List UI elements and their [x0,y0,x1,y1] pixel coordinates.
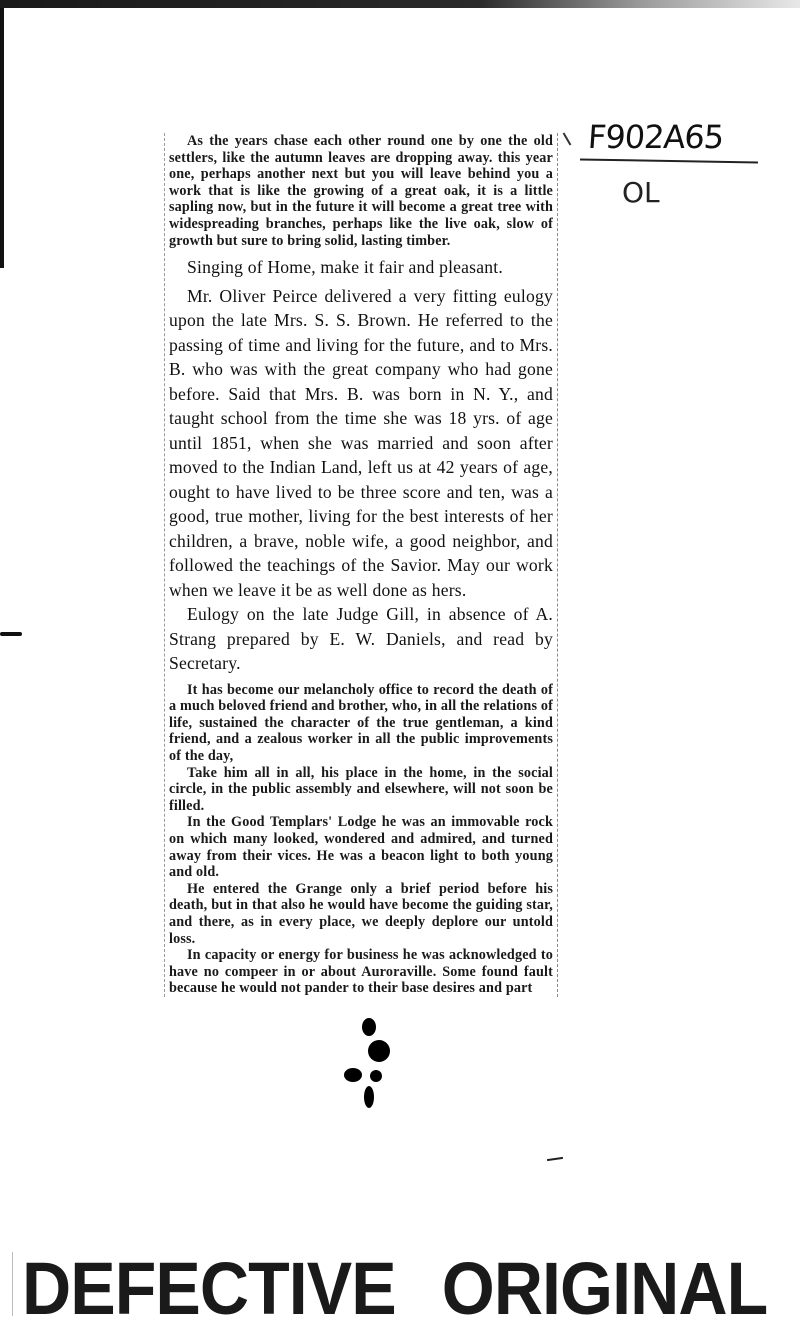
column-end-mark [547,1157,563,1161]
ink-blot [368,1040,390,1062]
paragraph-gill-3: In the Good Templars' Lodge he was an immovable rock on which many looked, wondered and admired, and turned away from their vices. He was a beacon light to both young and old. [169,814,553,881]
newspaper-column [164,133,558,997]
stamp-word-defective: DEFECTIVE [22,1247,396,1330]
handwritten-sub-mark: OL [622,176,660,209]
handwritten-underline [580,158,758,163]
paragraph-settlers: As the years chase each other round one by one the old settlers, like the autumn leaves are dropping away. this year one, perhaps another next but you will leave behind you a work that is like the growing of a great oak, it is a little sapling now, but in the future it will become a great tree with widespreading branches, perhaps like the live oak, slow of growth but sure to bring solid, lasting timber. [169,133,553,249]
paragraph-peirce-eulogy: Mr. Oliver Peirce delivered a very fitting eulogy upon the late Mrs. S. S. Brown. He referred to the passing of time and living for the future, and to Mrs. B. who was with the great company who had gone before. Said that Mrs. B. was born in N. Y., and taught school from the time she was 18 yrs. of age until 1851, when she was married and soon after moved to the Indian Land, left us at 42 years of age, ought to have lived to be three score and ten, was a good, true mother, living for the best interests of her children, a brave, noble wife, a good neighbor, and followed the teachings of the Savior. May our work when we leave it be as well done as hers. [169,285,553,600]
ink-blot [370,1070,382,1082]
paragraph-gill-2: Take him all in all, his place in the home, in the social circle, in the public assembly and elsewhere, will not soon be filled. [169,764,553,814]
stamp-word-original: ORIGINAL [441,1247,768,1330]
paragraph-gill-1: It has become our melancholy office to record the death of a much beloved friend and brother, who, in all the relations of life, sustained the character of the true gentleman, a kind friend, and a zealous worker in all the public improvements of the day, [169,681,553,765]
ink-blot [344,1068,362,1082]
defective-original-stamp [22,1246,767,1331]
handwritten-call-number: F902A65 [586,118,725,156]
paragraph-singing: Singing of Home, make it fair and pleasant. [187,257,503,278]
paragraph-gill-intro: Eulogy on the late Judge Gill, in absence of A. Strang prepared by E. W. Daniels, and read by Secretary. [169,604,553,674]
scan-edge-left [0,8,4,268]
ink-blot [362,1018,376,1036]
margin-ink-mark [0,632,22,636]
paragraph-gill-4: He entered the Grange only a brief period before his death, but in that also he would have become the guiding star, and there, as in every place, we deeply deplore our untold loss. [169,880,553,947]
scan-edge-top [0,0,800,8]
handwritten-tick [563,132,572,145]
ink-blot [364,1086,374,1108]
paragraph-gill-5: In capacity or energy for business he was acknowledged to have no compeer in or about Auroraville. Some found fault because he would not pander to their base desires and part [169,947,553,997]
